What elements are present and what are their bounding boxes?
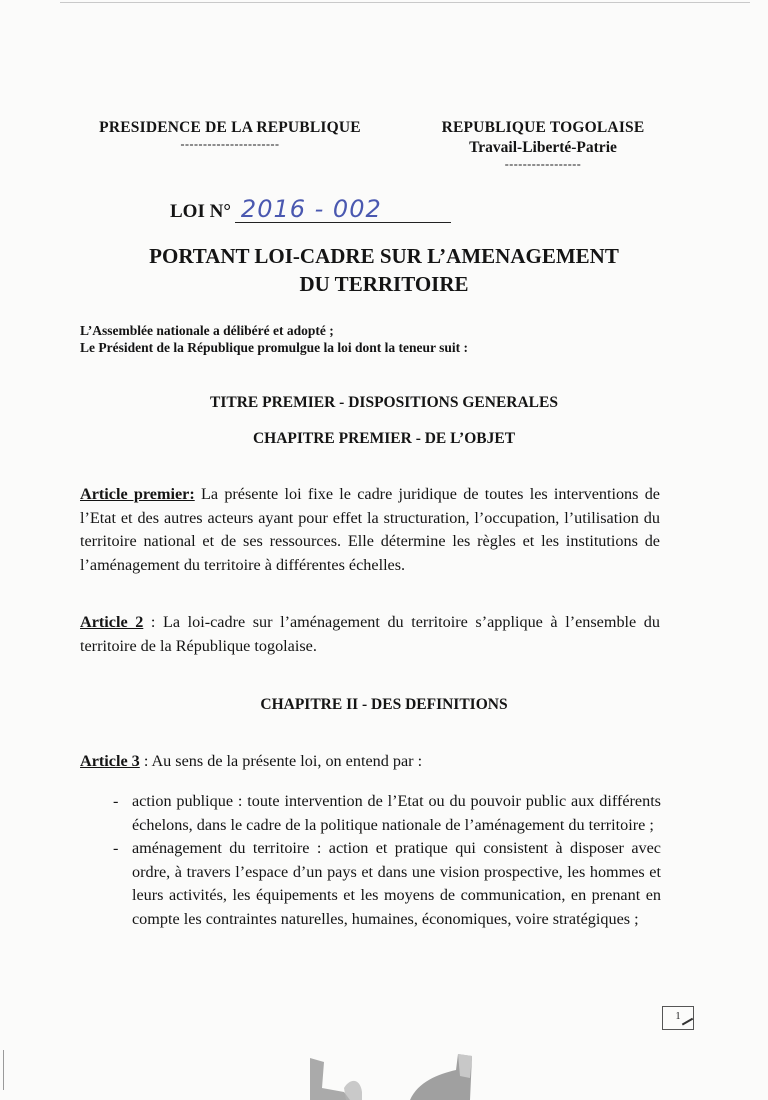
presidence-rule: ---------------------- xyxy=(180,137,280,151)
law-number-handwritten: 2016 - 002 xyxy=(235,196,451,223)
law-title-line1: PORTANT LOI-CADRE SUR L’AMENAGEMENT xyxy=(149,244,619,268)
chapitre1-heading: CHAPITRE PREMIER - DE L’OBJET xyxy=(252,430,516,447)
article-3-text: : Au sens de la présente loi, on entend par : xyxy=(139,752,423,770)
law-title-line2: DU TERRITOIRE xyxy=(299,272,469,296)
definition-text: aménagement du territoire : action et pratique qui consistent à disposer avec ordre, à travers l’espace d’un pays et dans une vision prospective, les hommes et leurs activités, les équipements et les moyens de communication, en prenant en compte les contraintes naturelles, humaines, économiques, voire stratégiques ; xyxy=(132,839,661,928)
republique-motto: Travail-Liberté-Patrie xyxy=(469,139,617,156)
article-2-label: Article 2 xyxy=(80,613,144,631)
article-premier-label: Article premier: xyxy=(80,485,195,503)
preamble-line1: L’Assemblée nationale a délibéré et adopté ; xyxy=(80,323,334,338)
definitions-list xyxy=(113,790,661,931)
presidence-title: PRESIDENCE DE LA REPUBLIQUE xyxy=(99,119,361,136)
titre-heading: TITRE PREMIER - DISPOSITIONS GENERALES xyxy=(210,394,558,411)
article-premier-text: La présente loi fixe le cadre juridique de toutes les interventions de l’Etat et des autres acteurs ayant pour effet la structuration, l’occupation, l’utilisation du territoire national et de ses ressources. Elle détermine les règles et les institutions de l’aménagement du territoire à différentes échelles. xyxy=(80,485,660,574)
header-presidence xyxy=(80,118,380,150)
header-republique xyxy=(418,118,668,170)
preamble xyxy=(80,322,680,356)
definition-bullet: - xyxy=(113,839,119,857)
article-premier xyxy=(80,483,660,577)
chapitre2-heading: CHAPITRE II - DES DEFINITIONS xyxy=(260,696,508,713)
definition-item xyxy=(113,837,661,931)
article-2 xyxy=(80,611,660,658)
republique-rule: ----------------- xyxy=(504,157,582,171)
stamp-marks xyxy=(300,1048,500,1100)
definition-item xyxy=(113,790,661,837)
law-number xyxy=(170,196,451,228)
article-3-label: Article 3 xyxy=(80,752,140,770)
republique-title: REPUBLIQUE TOGOLAISE xyxy=(441,119,645,136)
article-3 xyxy=(80,750,660,774)
scan-edge-top xyxy=(60,2,750,3)
definition-text: action publique : toute intervention de l’Etat ou du pouvoir public aux différents échelons, dans le cadre de la politique nationale de l’aménagement du territoire ; xyxy=(132,792,661,834)
definition-bullet: - xyxy=(113,792,119,810)
page-number: 1 xyxy=(662,1006,694,1030)
article-2-text: : La loi-cadre sur l’aménagement du territoire s’applique à l’ensemble du territoire de la République togolaise. xyxy=(80,613,660,655)
preamble-line2: Le Président de la République promulgue la loi dont la teneur suit : xyxy=(80,340,469,355)
law-title xyxy=(80,242,688,298)
law-number-prefix: LOI N° xyxy=(170,201,231,222)
scan-edge-left xyxy=(3,1050,4,1090)
